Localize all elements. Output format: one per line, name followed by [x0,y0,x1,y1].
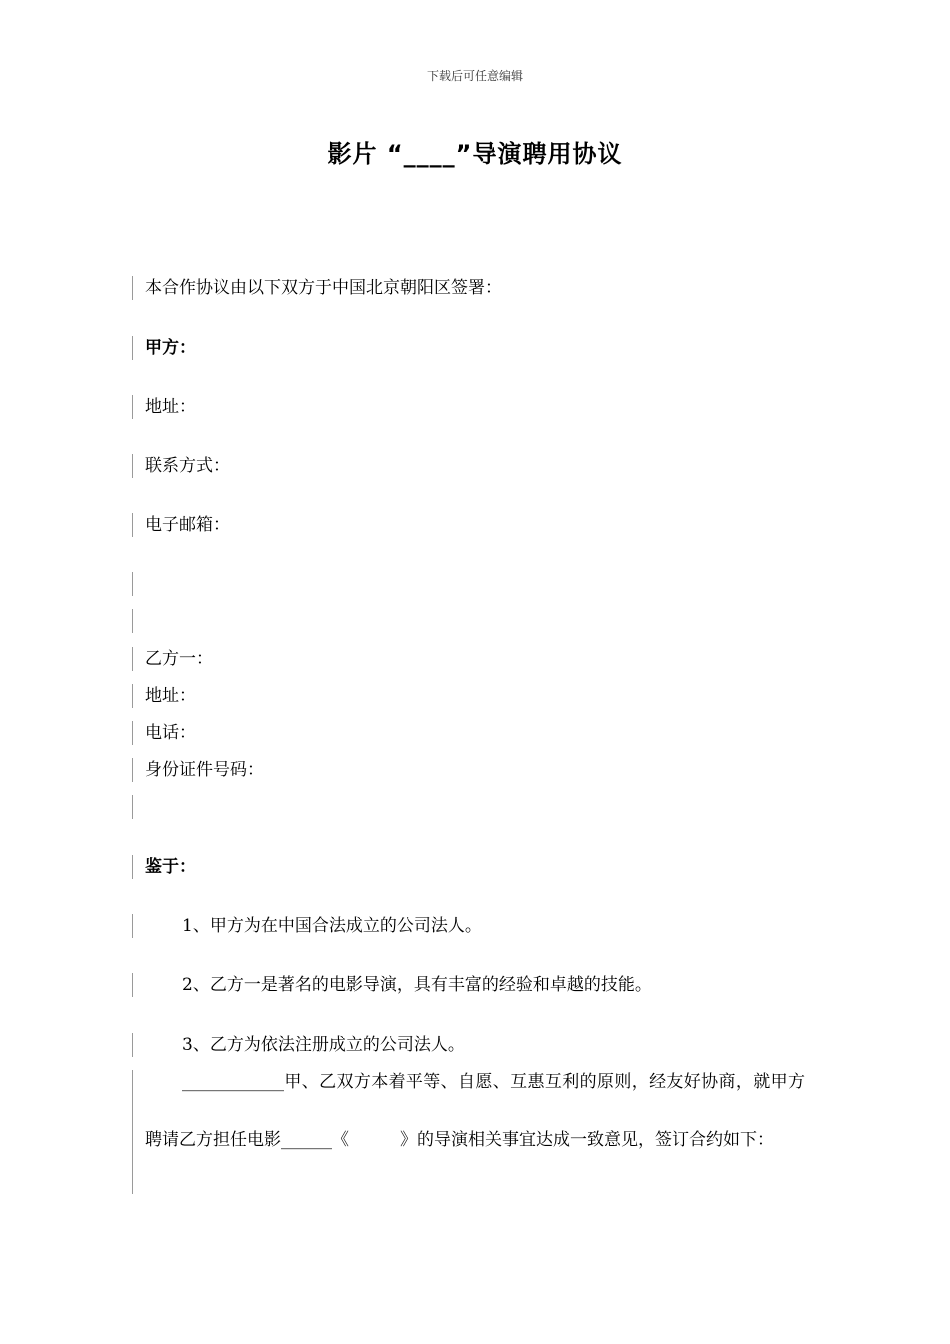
revision-bar [132,609,133,633]
party-a-email: 电子邮箱： [145,515,230,535]
revision-bar [132,454,133,478]
party-b-label: 乙方一： [145,649,213,669]
revision-bar [132,336,133,360]
page-header-note: 下载后可任意编辑 [426,69,523,83]
revision-bar [132,572,133,596]
revision-bar [132,513,133,537]
whereas-item: 1、甲方为在中国合法成立的公司法人。 [182,916,482,936]
revision-bar [132,855,133,879]
party-b-phone: 电话： [145,723,196,743]
revision-bar [132,1033,133,1057]
party-b-address: 地址： [145,686,196,706]
intro-line: 本合作协议由以下双方于中国北京朝阳区签署： [145,278,502,298]
document-title: 影片 “____”导演聘用协议 [327,140,623,168]
revision-bar [132,758,133,782]
whereas-label: 鉴于： [145,857,196,877]
revision-bar [132,914,133,938]
revision-bar [132,684,133,708]
whereas-item: 2、乙方一是著名的电影导演，具有丰富的经验和卓越的技能。 [182,975,652,995]
revision-bar [132,647,133,671]
agreement-paragraph: ____________甲、乙双方本着平等、自愿、互惠互利的原则，经友好协商，就甲方聘请乙方担任电影______《 》的导演相关事宜达成一致意见，签订合约如下： [145,1072,805,1150]
revision-bar [132,1070,133,1194]
revision-bar [132,395,133,419]
whereas-item: 3、乙方为依法注册成立的公司法人。 [182,1035,465,1055]
revision-bar [132,721,133,745]
party-a-address: 地址： [145,397,196,417]
party-a-label: 甲方： [145,338,196,358]
revision-bar [132,973,133,997]
revision-bar [132,795,133,819]
party-a-contact: 联系方式： [145,456,230,476]
party-b-id-number: 身份证件号码： [145,760,264,780]
revision-bar [132,276,133,300]
